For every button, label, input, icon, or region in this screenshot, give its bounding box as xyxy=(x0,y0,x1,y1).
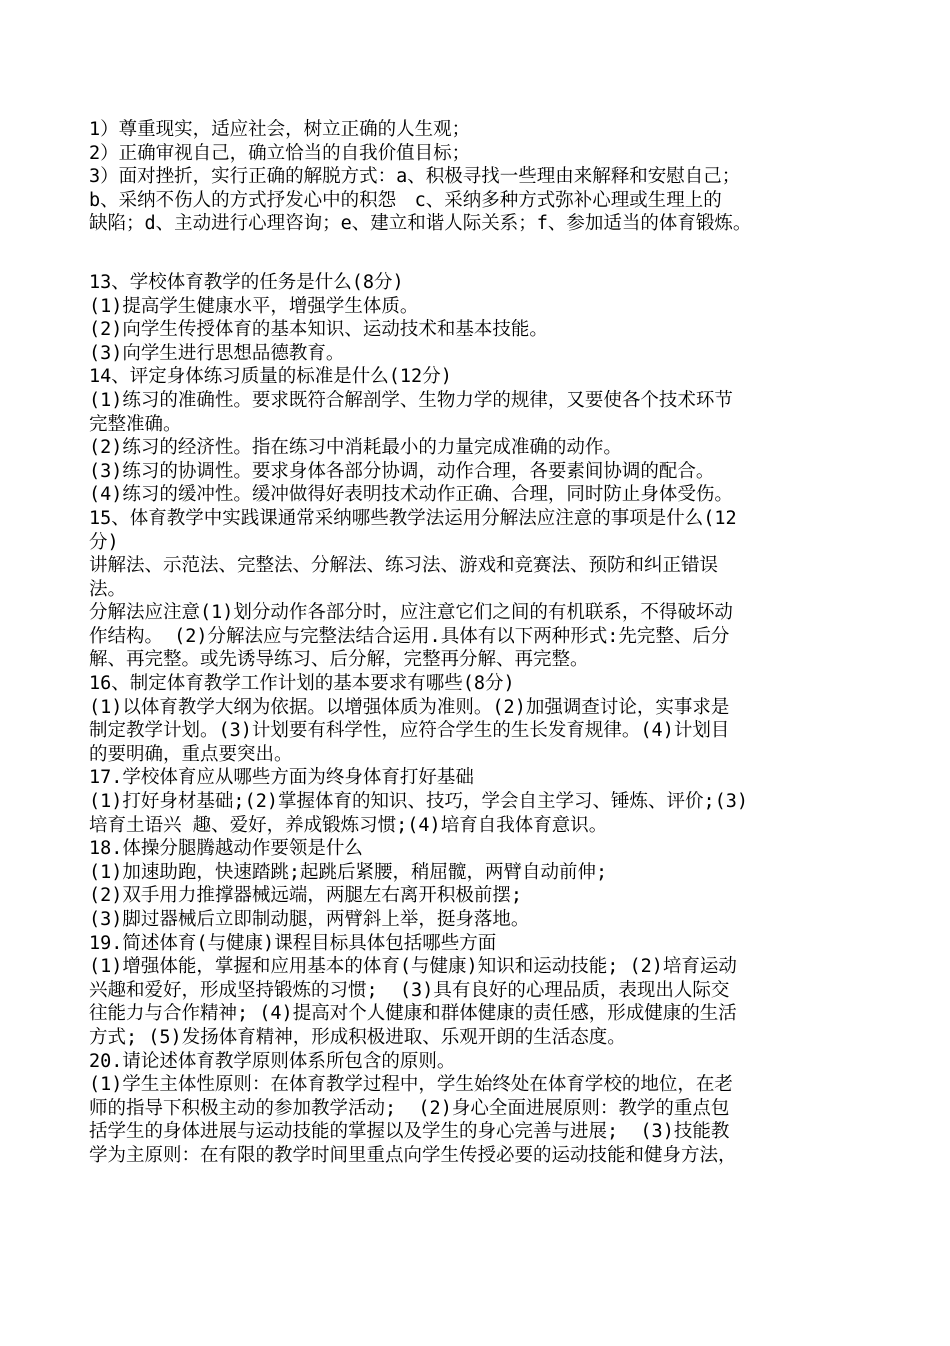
text-line: 制定教学计划。(3)计划要有科学性，应符合学生的生长发育规律。(4)计划目 xyxy=(89,720,730,742)
text-line: 完整准确。 xyxy=(89,413,182,435)
text-line: (3)向学生进行思想品德教育。 xyxy=(89,342,345,364)
text-line: 的要明确，重点要突出。 xyxy=(89,743,293,765)
document-page xyxy=(89,118,889,1168)
text-line: (1)练习的准确性。要求既符合解剖学、生物力学的规律，又要使各个技术环节 xyxy=(89,389,733,411)
text-line: (2)向学生传授体育的基本知识、运动技术和基本技能。 xyxy=(89,319,548,341)
text-line: 3）面对挫折，实行正确的解脱方式：a、积极寻找一些理由来解释和安慰自己； xyxy=(89,166,741,188)
text-line: 18.体操分腿腾越动作要领是什么 xyxy=(89,838,363,860)
text-line: (4)练习的缓冲性。缓冲做得好表明技术动作正确、合理，同时防止身体受伤。 xyxy=(89,484,733,506)
text-line: 往能力与合作精神; (4)提高对个人健康和群体健康的责任感，形成健康的生活 xyxy=(89,1003,737,1025)
text-line: 方式; (5)发扬体育精神，形成积极进取、乐观开朗的生活态度。 xyxy=(89,1026,626,1048)
text-line: 培育土语兴 趣、爱好，养成锻炼习惯;(4)培育自我体育意识。 xyxy=(89,814,608,836)
text-line: 缺陷；d、主动进行心理咨询；e、建立和谐人际关系；f、参加适当的体育锻炼。 xyxy=(89,213,752,235)
text-line: (1)加速助跑，快速踏跳;起跳后紧腰，稍屈髋，两臂自动前伸; xyxy=(89,861,608,883)
text-line: (1)打好身材基础;(2)掌握体育的知识、技巧，学会自主学习、锤炼、评价;(3) xyxy=(89,791,749,813)
text-line: 16、制定体育教学工作计划的基本要求有哪些(8分) xyxy=(89,673,515,695)
text-line: (1)以体育教学大纲为依据。以增强体质为准则。(2)加强调查讨论，实事求是 xyxy=(89,696,730,718)
text-line: (1)学生主体性原则：在体育教学过程中，学生始终处在体育学校的地位，在老 xyxy=(89,1074,733,1096)
text-line: 1）尊重现实，适应社会，树立正确的人生观； xyxy=(89,119,471,140)
question-answer-section xyxy=(89,271,889,1168)
text-line: (1)提高学生健康水平，增强学生体质。 xyxy=(89,295,419,317)
text-line: 分) xyxy=(89,531,119,553)
text-line: 解、再完整。或先诱导练习、后分解，完整再分解、再完整。 xyxy=(89,649,589,671)
text-line: 师的指导下积极主动的参加教学活动; (2)身心全面进展原则：教学的重点包 xyxy=(89,1097,730,1119)
text-line: 17.学校体育应从哪些方面为终身体育打好基础 xyxy=(89,767,474,789)
text-line: 14、评定身体练习质量的标准是什么(12分) xyxy=(89,366,452,388)
text-line: 学为主原则：在有限的教学时间里重点向学生传授必要的运动技能和健身方法， xyxy=(89,1144,737,1166)
text-line: 13、学校体育教学的任务是什么(8分) xyxy=(89,271,404,293)
text-line: 15、体育教学中实践课通常采纳哪些教学法运用分解法应注意的事项是什么(12 xyxy=(89,507,737,529)
answer-block-mental-health xyxy=(89,118,889,236)
text-line: 2）正确审视自己，确立恰当的自我价值目标； xyxy=(89,142,471,164)
text-line: 20.请论述体育教学原则体系所包含的原则。 xyxy=(89,1050,456,1072)
text-line: (2)练习的经济性。指在练习中消耗最小的力量完成准确的动作。 xyxy=(89,437,622,459)
text-line: (1)增强体能，掌握和应用基本的体育(与健康)知识和运动技能; (2)培育运动 xyxy=(89,956,737,978)
text-line: (2)双手用力推撑器械远端，两腿左右离开积极前摆; xyxy=(89,885,523,907)
text-line: 19.简述体育(与健康)课程目标具体包括哪些方面 xyxy=(89,932,497,954)
text-line: 讲解法、示范法、完整法、分解法、练习法、游戏和竞赛法、预防和纠正错误 xyxy=(89,555,719,577)
text-line: 作结构。 (2)分解法应与完整法结合运用.具体有以下两种形式:先完整、后分 xyxy=(89,625,730,647)
text-line: (3)脚过器械后立即制动腿，两臂斜上举，挺身落地。 xyxy=(89,909,530,930)
paragraph-gap xyxy=(89,236,889,271)
text-line: 兴趣和爱好，形成坚持锻炼的习惯; (3)具有良好的心理品质，表现出人际交 xyxy=(89,979,730,1001)
text-line: 分解法应注意(1)划分动作各部分时，应注意它们之间的有机联系，不得破坏动 xyxy=(89,602,733,624)
text-line: 括学生的身体进展与运动技能的掌握以及学生的身心完善与进展; (3)技能教 xyxy=(89,1121,730,1143)
text-line: 法。 xyxy=(89,578,127,600)
text-line: (3)练习的协调性。要求身体各部分协调，动作合理，各要素间协调的配合。 xyxy=(89,460,715,482)
text-line: b、采纳不伤人的方式抒发心中的积怨 c、采纳多种方式弥补心理或生理上的 xyxy=(89,189,722,211)
